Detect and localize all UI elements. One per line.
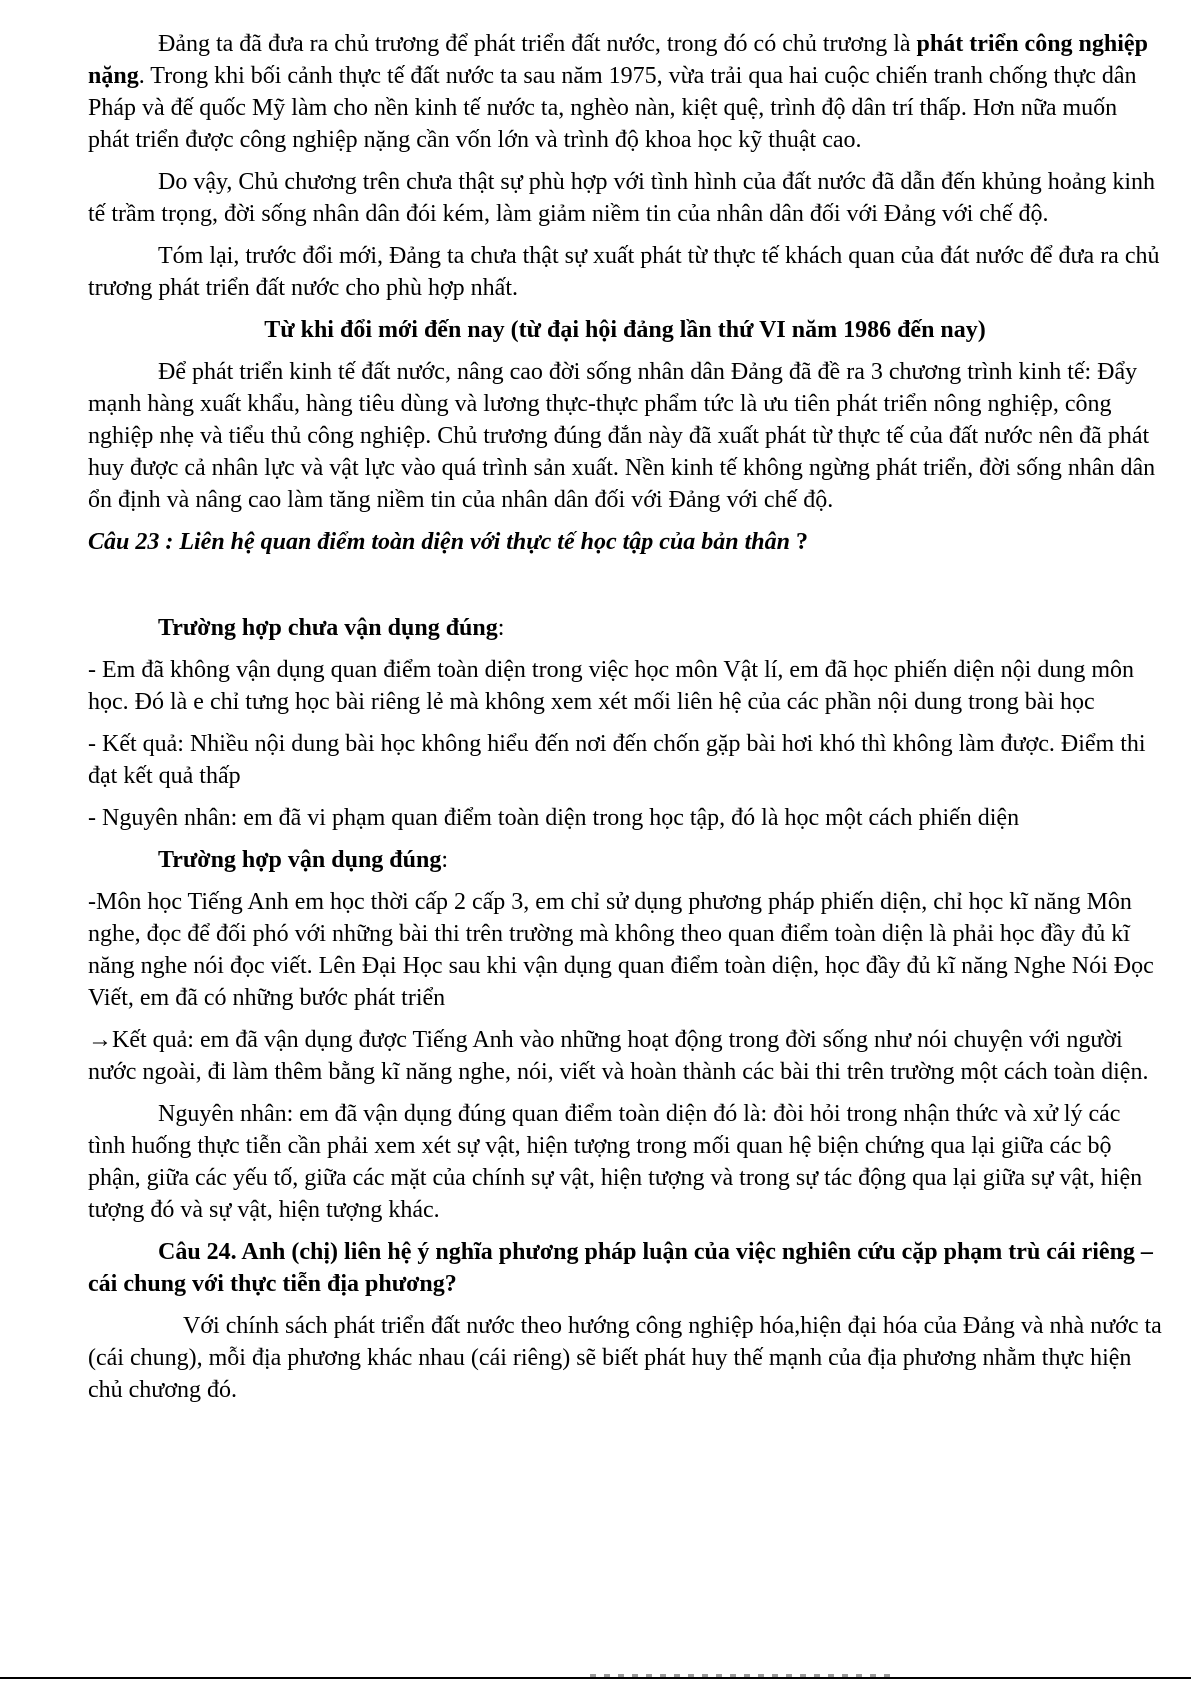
case-wrong-heading-colon: : [497,615,505,641]
list-item-right-1: -Môn học Tiếng Anh em học thời cấp 2 cấp 3, em chỉ sử dụng phương pháp phiến diện, chỉ học kĩ năng Môn nghe, đọc để đối phó với những bài thi trên trường mà không theo quan điểm toàn diện là phải học đầy đủ kĩ năng nghe nói đọc viết. Lên Đại Học sau khi vận dụng quan điểm toàn diện, học đầy đủ kĩ năng Nghe Nói Đọc Viết, em đã có những bước phát triển [88,889,1154,1011]
case-right-heading-text: Trường hợp vận dụng đúng [158,847,442,873]
page-bottom-rule [0,1677,1191,1679]
question-23-mark: ? [790,529,808,555]
heading-case-right [88,844,1162,876]
question-23-text: Câu 23 : Liên hệ quan điểm toàn diện với thực tế học tập của bản thân [88,529,790,555]
heading-case-wrong [88,612,1162,644]
list-item-right-3: Nguyên nhân: em đã vận dụng đúng quan điểm toàn diện đó là: đòi hỏi trong nhận thức và xử lý các tình huống thực tiễn cần phải xem xét sự vật, hiện tượng trong mối quan hệ biện chứng qua lại giữa các bộ phận, giữa các yếu tố, giữa các mặt của chính sự vật, hiện tượng và trong sự tác động qua lại giữa sự vật, hiện tượng đó và sự vật, hiện tượng khác. [88,1101,1143,1223]
paragraph-local-policy: Với chính sách phát triển đất nước theo hướng công nghiệp hóa,hiện đại hóa của Đảng và nhà nước ta (cái chung), mỗi địa phương khác nhau (cái riêng) sẽ biết phát huy thế mạnh của địa phương nhằm thực hiện chủ chương đó. [88,1313,1162,1403]
case-wrong-heading-text: Trường hợp chưa vận dụng đúng [158,615,498,641]
paragraph-economic-programs: Để phát triển kinh tế đất nước, nâng cao đời sống nhân dân Đảng đã đề ra 3 chương trình kinh tế: Đẩy mạnh hàng xuất khẩu, hàng tiêu dùng và lương thực-thực phẩm tức là ưu tiên phát triển nông nghiệp, công nghiệp nhẹ và tiểu thủ công nghiệp. Chủ trương đúng đắn này đã xuất phát từ thực tế của đất nước nên đã phát huy được cả nhân lực và vật lực vào quá trình sản xuất. Nền kinh tế không ngừng phát triển, đời sống nhân dân ổn định và nâng cao làm tăng niềm tin của nhân dân đối với Đảng với chế độ. [88,359,1156,513]
paragraph-consequence: Do vậy, Chủ chương trên chưa thật sự phù hợp với tình hình của đất nước đã dẫn đến khủng hoảng kinh tế trầm trọng, đời sống nhân dân đói kém, làm giảm niềm tin của nhân dân đối với Đảng với chế độ. [88,169,1156,227]
list-item-wrong-1: - Em đã không vận dụng quan điểm toàn diện trong việc học môn Vật lí, em đã học phiến diện nội dung môn học. Đó là e chỉ tưng học bài riêng lẻ mà không xem xét mối liên hệ của các phần nội dung trong bài học [88,657,1135,715]
list-item-wrong-3: - Nguyên nhân: em đã vi phạm quan điểm toàn diện trong học tập, đó là học một cách phiến diện [88,805,1020,831]
paragraph-text: . Trong khi bối cảnh thực tế đất nước ta sau năm 1975, vừa trải qua hai cuộc chiến tranh chống thực dân Pháp và đế quốc Mỹ làm cho nền kinh tế nước ta, nghèo nàn, kiệt quệ, trình độ dân trí thấp. Hơn nữa muốn phát triển được công nghiệp nặng cần vốn lớn và trình độ khoa học kỹ thuật cao. [88,63,1137,153]
paragraph-text: Đảng ta đã đưa ra chủ trương để phát triển đất nước, trong đó có chủ trương là [158,31,917,57]
heading-doi-moi: Từ khi đổi mới đến nay (từ đại hội đảng lần thứ VI năm 1986 đến nay) [264,317,986,343]
question-24: Câu 24. Anh (chị) liên hệ ý nghĩa phương pháp luận của việc nghiên cứu cặp phạm trù cái riêng – cái chung với thực tiễn địa phương? [88,1239,1153,1297]
paragraph-summary: Tóm lại, trước đổi mới, Đảng ta chưa thật sự xuất phát từ thực tế khách quan của đát nước để đưa ra chủ trương phát triển đất nước cho phù hợp nhất. [88,243,1160,301]
paragraph-heavy-industry [88,28,1162,156]
blank-space [88,558,1162,602]
bold-phrase: phát triển công nghiệp nặng [88,31,1148,89]
case-right-heading-colon: : [441,847,449,873]
question-23 [88,526,1162,558]
document-page [88,28,1162,1406]
list-item-right-2: →Kết quả: em đã vận dụng được Tiếng Anh vào những hoạt động trong đời sống như nói chuyện với người nước ngoài, đi làm thêm bằng kĩ năng nghe, nói, viết và hoàn thành các bài thi trên trường một cách toàn diện. [88,1027,1149,1085]
list-item-wrong-2: - Kết quả: Nhiều nội dung bài học không hiểu đến nơi đến chốn gặp bài hơi khó thì không làm được. Điểm thi đạt kết quả thấp [88,731,1146,789]
